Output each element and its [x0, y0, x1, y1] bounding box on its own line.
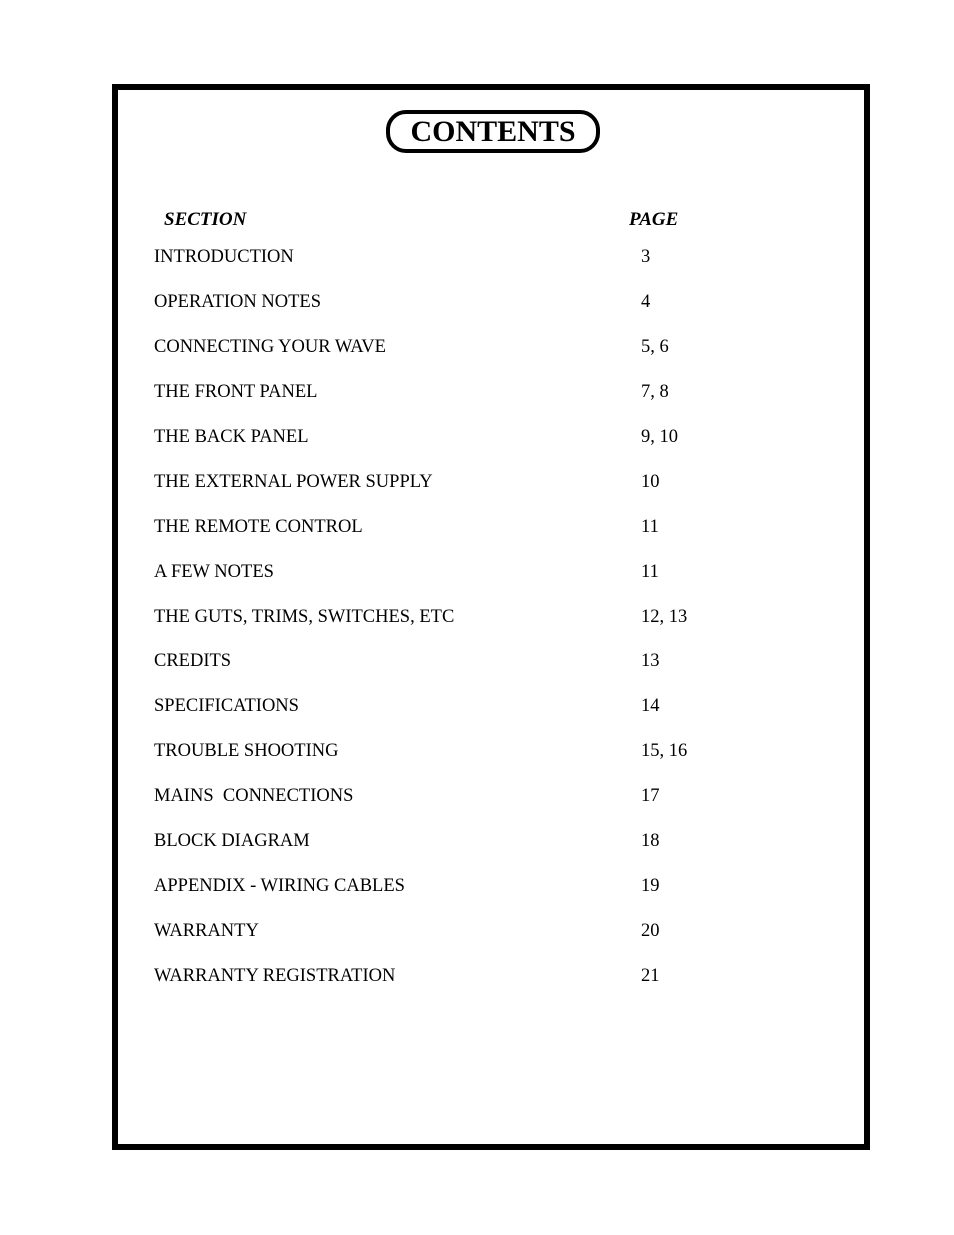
- toc-entry-section: WARRANTY REGISTRATION: [154, 966, 396, 986]
- toc-entry-page: 11: [641, 562, 659, 582]
- toc-entry: [0, 290, 954, 314]
- toc-entry: [0, 829, 954, 853]
- toc-entry: [0, 784, 954, 808]
- toc-entry-section: A FEW NOTES: [154, 562, 274, 582]
- toc-entry-page: 18: [641, 831, 660, 851]
- toc-entry-page: 11: [641, 517, 659, 537]
- toc-entry-section: CREDITS: [154, 651, 232, 671]
- toc-entry-section: THE EXTERNAL POWER SUPPLY: [154, 472, 433, 492]
- toc-entry-section: MAINS CONNECTIONS: [154, 786, 354, 806]
- toc-entry-page: 14: [641, 696, 660, 716]
- toc-entry: [0, 739, 954, 763]
- toc-entry: [0, 425, 954, 449]
- toc-entry-page: 17: [641, 786, 660, 806]
- toc-entry-page: 20: [641, 921, 660, 941]
- page-column-header: PAGE: [629, 209, 679, 230]
- toc-entry: [0, 470, 954, 494]
- toc-entry: [0, 649, 954, 673]
- toc-entry: [0, 560, 954, 584]
- toc-entry: [0, 919, 954, 943]
- toc-entry: [0, 380, 954, 404]
- toc-entry-page: 13: [641, 651, 660, 671]
- toc-entry-page: 4: [641, 292, 651, 312]
- page-title: CONTENTS: [386, 110, 600, 153]
- toc-entry-page: 15, 16: [641, 741, 688, 761]
- toc-entry-section: OPERATION NOTES: [154, 292, 322, 312]
- toc-entry: [0, 874, 954, 898]
- toc-entry: [0, 515, 954, 539]
- toc-entry-section: CONNECTING YOUR WAVE: [154, 337, 386, 357]
- toc-entry-section: APPENDIX - WIRING CABLES: [154, 876, 405, 896]
- toc-entry-section: TROUBLE SHOOTING: [154, 741, 339, 761]
- section-column-header: SECTION: [164, 209, 247, 230]
- toc-entry-section: THE BACK PANEL: [154, 427, 309, 447]
- toc-entry: [0, 335, 954, 359]
- toc-entry-page: 3: [641, 247, 651, 267]
- toc-entry-section: BLOCK DIAGRAM: [154, 831, 310, 851]
- toc-entry-section: THE GUTS, TRIMS, SWITCHES, ETC: [154, 607, 455, 627]
- toc-entry: [0, 964, 954, 988]
- toc-entry: [0, 694, 954, 718]
- toc-entry: [0, 245, 954, 269]
- toc-entry-page: 10: [641, 472, 660, 492]
- toc-entry-section: SPECIFICATIONS: [154, 696, 299, 716]
- toc-entry: [0, 605, 954, 629]
- toc-entry-page: 9, 10: [641, 427, 678, 447]
- toc-entry-page: 19: [641, 876, 660, 896]
- toc-entry-page: 12, 13: [641, 607, 688, 627]
- toc-entry-section: THE REMOTE CONTROL: [154, 517, 363, 537]
- toc-entry-page: 7, 8: [641, 382, 669, 402]
- toc-entry-section: THE FRONT PANEL: [154, 382, 318, 402]
- toc-entry-section: WARRANTY: [154, 921, 259, 941]
- toc-entry-page: 21: [641, 966, 660, 986]
- toc-entry-page: 5, 6: [641, 337, 669, 357]
- toc-entry-section: INTRODUCTION: [154, 247, 294, 267]
